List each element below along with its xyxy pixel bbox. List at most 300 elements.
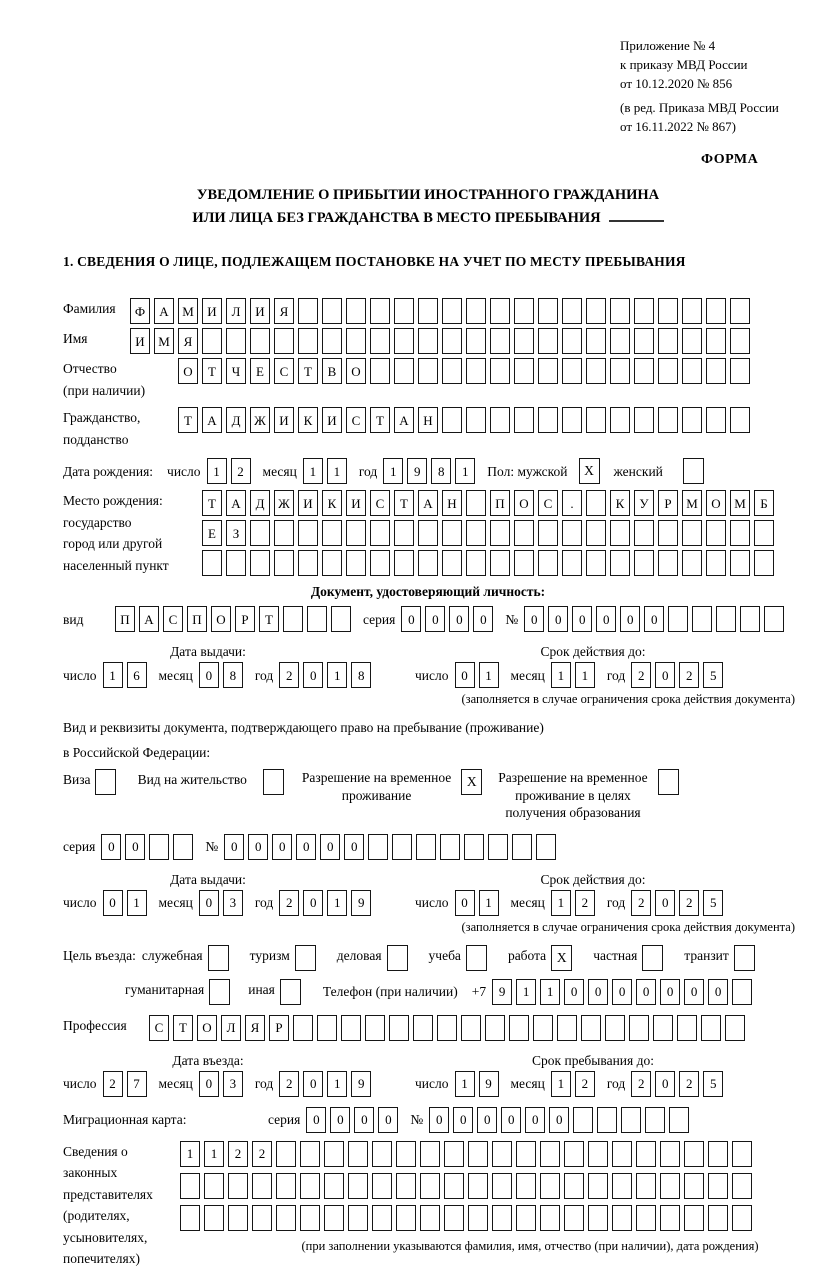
- purpose-option: [684, 945, 755, 971]
- char-cell: [418, 358, 438, 384]
- char-cell: 2: [279, 890, 299, 916]
- issue-date-header: Дата выдачи:: [170, 871, 246, 887]
- char-cell: [300, 1205, 320, 1231]
- char-cell: [514, 328, 534, 354]
- char-cell: 0: [501, 1107, 521, 1133]
- char-cell: С: [370, 490, 390, 516]
- purpose-option-checkbox: [209, 979, 230, 1005]
- char-cell: Ж: [274, 490, 294, 516]
- char-cell: 1: [540, 979, 560, 1005]
- char-cell: [444, 1173, 464, 1199]
- form-title: [63, 184, 793, 230]
- char-cell: 9: [351, 1071, 371, 1097]
- temp-residence-label-line: проживание: [341, 787, 412, 803]
- char-cell: 0: [224, 834, 244, 860]
- identity-expiry-day-cells: [455, 662, 503, 688]
- char-cell: [540, 1141, 560, 1167]
- char-cell: 0: [660, 979, 680, 1005]
- char-cell: [586, 490, 606, 516]
- char-cell: [730, 550, 750, 576]
- surname-label: Фамилия: [63, 301, 116, 316]
- stay-year-cells: [631, 1071, 727, 1097]
- char-cell: [708, 1205, 728, 1231]
- month-label: месяц: [158, 895, 193, 910]
- identity-expiry-date-group: [415, 662, 735, 688]
- char-cell: Л: [226, 298, 246, 324]
- char-cell: С: [346, 407, 366, 433]
- char-cell: Т: [202, 358, 222, 384]
- char-cell: 1: [455, 458, 475, 484]
- char-cell: [420, 1141, 440, 1167]
- char-cell: [540, 1173, 560, 1199]
- char-cell: [389, 1015, 409, 1041]
- stay-month-cells: [551, 1071, 599, 1097]
- char-cell: 2: [279, 662, 299, 688]
- char-cell: [372, 1141, 392, 1167]
- residence-expiry-day-cells: [455, 890, 503, 916]
- stay-until-header: Срок пребывания до:: [532, 1052, 654, 1068]
- char-cell: Я: [245, 1015, 265, 1041]
- char-cell: [466, 298, 486, 324]
- residence-issue-month-cells: [199, 890, 247, 916]
- identity-doc-date-headers: [63, 644, 800, 660]
- char-cell: А: [202, 407, 222, 433]
- char-cell: [634, 520, 654, 546]
- year-label: год: [254, 1076, 274, 1091]
- temp-education-label-line: получения образования: [505, 805, 641, 820]
- year-label: год: [254, 895, 274, 910]
- char-cell: [228, 1205, 248, 1231]
- purpose-option: [593, 945, 663, 971]
- day-label: число: [415, 895, 449, 910]
- char-cell: 0: [473, 606, 493, 632]
- char-cell: [562, 407, 582, 433]
- char-cell: Р: [658, 490, 678, 516]
- char-cell: [634, 328, 654, 354]
- char-cell: Ж: [250, 407, 270, 433]
- temp-education-label-line: Разрешение на временное: [498, 770, 648, 785]
- char-cell: [634, 358, 654, 384]
- char-cell: 1: [207, 458, 227, 484]
- purpose-option-checkbox: [295, 945, 316, 971]
- char-cell: 2: [575, 1071, 595, 1097]
- char-cell: [514, 550, 534, 576]
- series-label: серия: [63, 839, 96, 854]
- migration-number-cells: [429, 1107, 693, 1133]
- temp-education-label: [498, 769, 647, 822]
- char-cell: [250, 550, 270, 576]
- char-cell: [586, 298, 606, 324]
- char-cell: [562, 298, 582, 324]
- char-cell: [274, 520, 294, 546]
- valid-until-header: Срок действия до:: [540, 871, 646, 887]
- char-cell: [645, 1107, 665, 1133]
- number-label: №: [205, 839, 219, 854]
- doc-kind-label: вид: [63, 611, 84, 627]
- char-cell: [730, 298, 750, 324]
- char-cell: [392, 834, 412, 860]
- form-title-line2: [63, 207, 793, 230]
- char-cell: 0: [477, 1107, 497, 1133]
- char-cell: 0: [612, 979, 632, 1005]
- temp-residence-checkbox: X: [461, 769, 482, 795]
- char-cell: [317, 1015, 337, 1041]
- char-cell: [684, 1205, 704, 1231]
- identity-expiry-month-cells: [551, 662, 599, 688]
- char-cell: [682, 550, 702, 576]
- day-label: число: [415, 1076, 449, 1091]
- identity-doc-dates-row: [63, 662, 800, 688]
- char-cell: [610, 407, 630, 433]
- char-cell: 1: [303, 458, 323, 484]
- char-cell: [368, 834, 388, 860]
- char-cell: [658, 358, 678, 384]
- char-cell: [677, 1015, 697, 1041]
- phone-cells: [492, 979, 756, 1005]
- legal-reps-label-line: (родителях,: [63, 1208, 130, 1223]
- char-cell: 7: [127, 1071, 147, 1097]
- char-cell: [682, 520, 702, 546]
- birth-place-row: [63, 490, 800, 576]
- char-cell: [586, 550, 606, 576]
- char-cell: [668, 606, 688, 632]
- char-cell: [274, 550, 294, 576]
- char-cell: 5: [703, 1071, 723, 1097]
- given-name-row: [63, 328, 800, 354]
- char-cell: М: [178, 298, 198, 324]
- char-cell: [564, 1173, 584, 1199]
- char-cell: 1: [455, 1071, 475, 1097]
- sex-label: Пол: мужской: [487, 463, 568, 479]
- char-cell: [533, 1015, 553, 1041]
- char-cell: У: [634, 490, 654, 516]
- char-cell: [442, 298, 462, 324]
- char-cell: 2: [631, 1071, 651, 1097]
- identity-issue-year-cells: [279, 662, 375, 688]
- char-cell: Т: [178, 407, 198, 433]
- char-cell: 0: [644, 606, 664, 632]
- legal-reps-note: (при заполнении указываются фамилия, имя, отчество (при наличии), дата рождения): [301, 1238, 759, 1253]
- series-label: серия: [268, 1112, 301, 1127]
- char-cell: [490, 520, 510, 546]
- char-cell: [298, 298, 318, 324]
- legal-reps-cells-row1: [180, 1141, 835, 1167]
- char-cell: [621, 1107, 641, 1133]
- char-cell: 0: [344, 834, 364, 860]
- char-cell: [660, 1205, 680, 1231]
- char-cell: Р: [235, 606, 255, 632]
- char-cell: 0: [272, 834, 292, 860]
- char-cell: [610, 550, 630, 576]
- char-cell: [204, 1173, 224, 1199]
- series-label: серия: [363, 611, 396, 627]
- char-cell: О: [514, 490, 534, 516]
- birth-date-label: Дата рождения:: [63, 463, 154, 479]
- char-cell: 2: [679, 890, 699, 916]
- purpose-option-label: деловая: [336, 947, 382, 963]
- char-cell: [716, 606, 736, 632]
- char-cell: 5: [703, 662, 723, 688]
- char-cell: Б: [754, 490, 774, 516]
- char-cell: [324, 1173, 344, 1199]
- section1-heading: 1. СВЕДЕНИЯ О ЛИЦЕ, ПОДЛЕЖАЩЕМ ПОСТАНОВКЕ НА УЧЕТ ПО МЕСТУ ПРЕБЫВАНИЯ: [63, 254, 686, 269]
- char-cell: [684, 1173, 704, 1199]
- legal-reps-label-line: Сведения о: [63, 1143, 128, 1159]
- phone-prefix: +7: [471, 984, 487, 999]
- char-cell: 2: [679, 1071, 699, 1097]
- residence-permit-label: Вид на жительство: [137, 772, 247, 787]
- form-title-line2-text: ИЛИ ЛИЦА БЕЗ ГРАЖДАНСТВА В МЕСТО ПРЕБЫВАНИЯ: [192, 210, 601, 226]
- char-cell: [732, 1173, 752, 1199]
- char-cell: [708, 1173, 728, 1199]
- char-cell: 0: [429, 1107, 449, 1133]
- birth-year-cells: [383, 458, 479, 484]
- char-cell: 3: [223, 1071, 243, 1097]
- char-cell: [307, 606, 327, 632]
- citizenship-cells: [178, 407, 754, 433]
- month-label: месяц: [510, 895, 545, 910]
- residence-expiry-month-cells: [551, 890, 599, 916]
- purpose-option-label: служебная: [141, 947, 203, 963]
- birth-date-row: [63, 458, 800, 484]
- char-cell: [346, 298, 366, 324]
- char-cell: 0: [125, 834, 145, 860]
- surname-row: [63, 298, 800, 324]
- purpose-option: [142, 945, 229, 971]
- purpose-option-label: частная: [593, 947, 638, 963]
- char-cell: [706, 358, 726, 384]
- temp-education-label-line: проживание в целях: [515, 787, 631, 803]
- appendix-line: Приложение № 4: [620, 38, 716, 53]
- char-cell: 0: [596, 606, 616, 632]
- char-cell: [492, 1141, 512, 1167]
- char-cell: [629, 1015, 649, 1041]
- birth-place-cells-block: [202, 490, 778, 576]
- char-cell: [485, 1015, 505, 1041]
- char-cell: [365, 1015, 385, 1041]
- char-cell: 0: [401, 606, 421, 632]
- char-cell: 9: [351, 890, 371, 916]
- purpose-option: [508, 945, 572, 971]
- legal-reps-label-line: попечителях): [63, 1251, 140, 1266]
- char-cell: [653, 1015, 673, 1041]
- purpose-option-checkbox: [280, 979, 301, 1005]
- legal-reps-cells-block: [180, 1141, 835, 1254]
- char-cell: [394, 358, 414, 384]
- char-cell: 0: [330, 1107, 350, 1133]
- patronymic-label: [63, 358, 178, 401]
- appendix-line: к приказу МВД России: [620, 57, 748, 72]
- char-cell: Т: [259, 606, 279, 632]
- char-cell: 1: [516, 979, 536, 1005]
- char-cell: [418, 298, 438, 324]
- char-cell: [416, 834, 436, 860]
- purpose-option-label: иная: [248, 981, 275, 997]
- char-cell: 0: [449, 606, 469, 632]
- char-cell: [492, 1173, 512, 1199]
- char-cell: И: [298, 490, 318, 516]
- char-cell: [636, 1205, 656, 1231]
- residence-expiry-year-cells: [631, 890, 727, 916]
- char-cell: 0: [655, 662, 675, 688]
- month-label: месяц: [510, 1076, 545, 1091]
- char-cell: 1: [180, 1141, 200, 1167]
- char-cell: [669, 1107, 689, 1133]
- char-cell: 0: [306, 1107, 326, 1133]
- patronymic-cells: [178, 358, 754, 384]
- char-cell: [612, 1141, 632, 1167]
- entry-date-group: [63, 1071, 415, 1097]
- char-cell: И: [274, 407, 294, 433]
- purpose-option-label: транзит: [684, 947, 729, 963]
- char-cell: [708, 1141, 728, 1167]
- char-cell: М: [154, 328, 174, 354]
- char-cell: [322, 328, 342, 354]
- char-cell: И: [130, 328, 150, 354]
- char-cell: [597, 1107, 617, 1133]
- char-cell: [490, 550, 510, 576]
- year-label: год: [254, 667, 274, 683]
- char-cell: К: [610, 490, 630, 516]
- char-cell: [588, 1205, 608, 1231]
- char-cell: О: [211, 606, 231, 632]
- char-cell: [692, 606, 712, 632]
- char-cell: [586, 407, 606, 433]
- char-cell: 8: [431, 458, 451, 484]
- char-cell: Е: [202, 520, 222, 546]
- char-cell: 0: [354, 1107, 374, 1133]
- char-cell: 2: [103, 1071, 123, 1097]
- char-cell: 2: [631, 890, 651, 916]
- char-cell: Д: [226, 407, 246, 433]
- residence-doc-number-row: [63, 834, 800, 860]
- month-label: месяц: [158, 1076, 193, 1091]
- char-cell: 0: [455, 890, 475, 916]
- char-cell: Р: [269, 1015, 289, 1041]
- char-cell: [322, 520, 342, 546]
- char-cell: [612, 1173, 632, 1199]
- char-cell: 2: [575, 890, 595, 916]
- char-cell: [250, 328, 270, 354]
- identity-issue-day-cells: [103, 662, 151, 688]
- char-cell: [516, 1173, 536, 1199]
- char-cell: А: [139, 606, 159, 632]
- char-cell: С: [274, 358, 294, 384]
- given-name-cells: [130, 328, 754, 354]
- number-label: №: [505, 611, 519, 627]
- char-cell: 0: [684, 979, 704, 1005]
- char-cell: [324, 1205, 344, 1231]
- char-cell: 8: [223, 662, 243, 688]
- char-cell: [732, 979, 752, 1005]
- char-cell: [348, 1141, 368, 1167]
- char-cell: М: [730, 490, 750, 516]
- char-cell: [562, 358, 582, 384]
- char-cell: О: [706, 490, 726, 516]
- char-cell: [538, 520, 558, 546]
- char-cell: [732, 1141, 752, 1167]
- char-cell: [581, 1015, 601, 1041]
- char-cell: 0: [199, 662, 219, 688]
- char-cell: [658, 328, 678, 354]
- char-cell: [394, 328, 414, 354]
- day-label: число: [63, 667, 97, 683]
- char-cell: [341, 1015, 361, 1041]
- char-cell: [706, 298, 726, 324]
- char-cell: Е: [250, 358, 270, 384]
- patronymic-label-line1: Отчество: [63, 361, 117, 376]
- char-cell: [418, 520, 438, 546]
- char-cell: [562, 550, 582, 576]
- char-cell: [372, 1205, 392, 1231]
- sex-female-checkbox: [683, 458, 704, 484]
- identity-doc-row: [63, 606, 800, 632]
- temp-education-checkbox: [658, 769, 679, 795]
- char-cell: [346, 550, 366, 576]
- char-cell: [562, 520, 582, 546]
- char-cell: [468, 1141, 488, 1167]
- migration-series-cells: [306, 1107, 402, 1133]
- char-cell: [300, 1173, 320, 1199]
- char-cell: [706, 407, 726, 433]
- char-cell: [764, 606, 784, 632]
- char-cell: 0: [320, 834, 340, 860]
- birth-place-label-line: город или другой: [63, 536, 163, 551]
- char-cell: [394, 298, 414, 324]
- char-cell: 0: [588, 979, 608, 1005]
- char-cell: 6: [127, 662, 147, 688]
- char-cell: [490, 407, 510, 433]
- char-cell: 0: [453, 1107, 473, 1133]
- char-cell: [682, 298, 702, 324]
- purpose-label: Цель въезда:: [63, 947, 136, 963]
- char-cell: [396, 1141, 416, 1167]
- char-cell: Т: [202, 490, 222, 516]
- visa-label: Виза: [63, 772, 91, 787]
- valid-until-header: Срок действия до:: [540, 644, 646, 659]
- char-cell: [298, 328, 318, 354]
- purpose-option: [429, 945, 487, 971]
- char-cell: [202, 550, 222, 576]
- purpose-option-label: гуманитарная: [125, 981, 205, 997]
- day-label: число: [63, 895, 97, 910]
- purpose-option-checkbox: [734, 945, 755, 971]
- char-cell: 0: [425, 606, 445, 632]
- char-cell: [444, 1205, 464, 1231]
- char-cell: [488, 834, 508, 860]
- char-cell: Я: [274, 298, 294, 324]
- char-cell: 9: [492, 979, 512, 1005]
- char-cell: [514, 298, 534, 324]
- char-cell: [466, 490, 486, 516]
- char-cell: [538, 407, 558, 433]
- char-cell: 1: [327, 1071, 347, 1097]
- char-cell: О: [346, 358, 366, 384]
- char-cell: [573, 1107, 593, 1133]
- char-cell: [396, 1205, 416, 1231]
- entry-dates-row: [63, 1071, 800, 1097]
- purpose-option-label: учеба: [428, 947, 461, 963]
- char-cell: [586, 358, 606, 384]
- char-cell: 0: [548, 606, 568, 632]
- day-label: число: [167, 463, 201, 479]
- char-cell: 1: [479, 890, 499, 916]
- char-cell: [636, 1141, 656, 1167]
- char-cell: 0: [655, 1071, 675, 1097]
- char-cell: [512, 834, 532, 860]
- month-label: месяц: [510, 667, 545, 683]
- purpose-option-label: туризм: [249, 947, 290, 963]
